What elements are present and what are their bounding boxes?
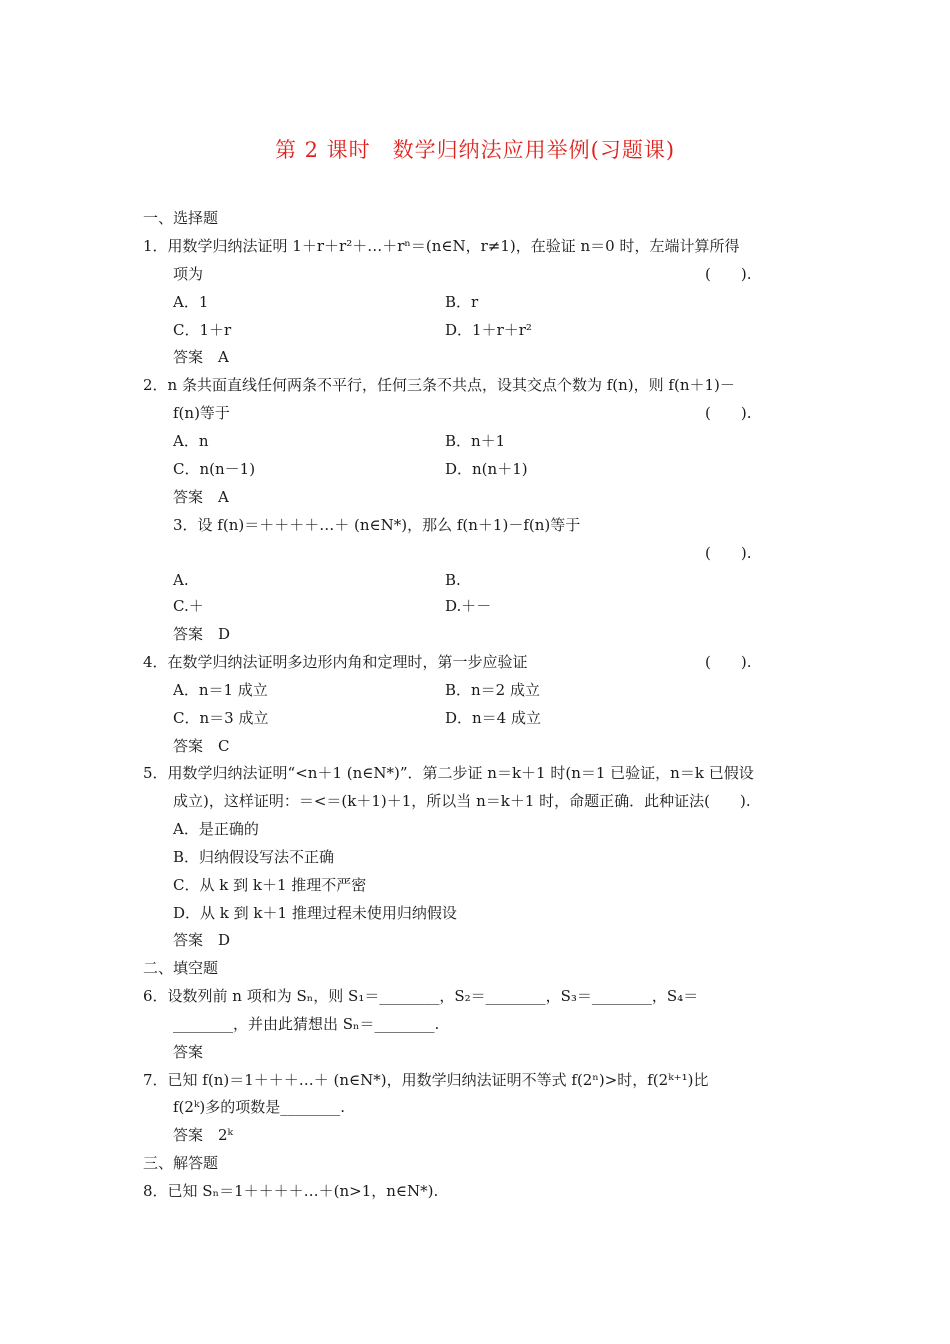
question-3-option-c: C.＋ [173, 597, 204, 615]
question-5-text: 5．用数学归纳法证明“<n＋1 (n∈N*)”．第二步证 n＝k＋1 时(n＝1 已验证，n＝k 已假设 [143, 764, 754, 782]
question-4-option-a: A．n＝1 成立 [173, 681, 268, 699]
section-heading-solve: 三、解答题 [143, 1154, 219, 1172]
question-5-option-c: C．从 k 到 k＋1 推理不严密 [173, 876, 367, 894]
question-5-answer: 答案 D [173, 931, 231, 949]
section-heading-fill: 二、填空题 [143, 959, 219, 977]
question-3-option-d: D.＋－ [445, 597, 492, 615]
question-2-text: 2．n 条共面直线任何两条不平行，任何三条不共点，设其交点个数为 f(n)，则 f(n＋1)－ [143, 376, 735, 394]
question-7-text-cont: f(2ᵏ)多的项数是________. [173, 1098, 346, 1116]
question-4-option-d: D．n＝4 成立 [445, 709, 541, 727]
question-2-option-b: B．n＋1 [445, 432, 506, 450]
question-7-answer: 答案 2ᵏ [173, 1126, 234, 1144]
question-4-option-b: B．n＝2 成立 [445, 681, 540, 699]
question-6-text-cont: ________，并由此猜想出 Sₙ＝________. [173, 1015, 440, 1033]
question-1-answer: 答案 A [173, 348, 229, 366]
question-1-text: 1．用数学归纳法证明 1＋r＋r²＋…＋rⁿ＝(n∈N，r≠1)，在验证 n＝0 时，左端计算所得 [143, 237, 740, 255]
question-5-text-cont: 成立)，这样证明：＝<＝(k＋1)＋1，所以当 n＝k＋1 时，命题正确．此种证法( ). [173, 792, 751, 810]
question-4-answer: 答案 C [173, 737, 230, 755]
question-6-answer: 答案 [173, 1043, 204, 1061]
question-2-option-c: C．n(n－1) [173, 460, 256, 478]
question-5-option-b: B．归纳假设写法不正确 [173, 848, 335, 866]
question-4-option-c: C．n＝3 成立 [173, 709, 269, 727]
page-title: 第 2 课时 数学归纳法应用举例(习题课) [274, 138, 676, 162]
question-6-text: 6．设数列前 n 项和为 Sₙ，则 S₁＝________，S₂＝________，S₃＝________，S₄＝ [143, 987, 699, 1005]
answer-bracket: ( ). [705, 544, 752, 562]
question-1-option-c: C．1＋r [173, 321, 232, 339]
question-8-text: 8．已知 Sₙ＝1＋＋＋＋…＋(n>1，n∈N*). [143, 1182, 439, 1200]
question-2-option-a: A．n [173, 432, 209, 450]
question-2-answer: 答案 A [173, 488, 229, 506]
question-1-option-b: B．r [445, 293, 479, 311]
question-2-option-d: D．n(n＋1) [445, 460, 528, 478]
question-5-option-d: D．从 k 到 k＋1 推理过程未使用归纳假设 [173, 904, 457, 922]
question-2-text-cont: f(n)等于 [173, 404, 230, 422]
answer-bracket: ( ). [705, 404, 752, 422]
question-1-option-d: D．1＋r＋r² [445, 321, 532, 339]
question-5-option-a: A．是正确的 [173, 820, 259, 838]
section-heading-choice: 一、选择题 [143, 209, 219, 227]
question-3-answer: 答案 D [173, 625, 231, 643]
question-1-text-cont: 项为 [173, 265, 204, 283]
question-4-text: 4．在数学归纳法证明多边形内角和定理时，第一步应验证 [143, 653, 528, 671]
question-3-option-b: B. [445, 571, 461, 589]
answer-bracket: ( ). [705, 265, 752, 283]
question-7-text: 7．已知 f(n)＝1＋＋＋…＋ (n∈N*)，用数学归纳法证明不等式 f(2ⁿ)>时，f(2ᵏ⁺¹)比 [143, 1071, 709, 1089]
question-3-text: 3．设 f(n)＝＋＋＋＋…＋ (n∈N*)，那么 f(n＋1)－f(n)等于 [173, 516, 581, 534]
question-1-option-a: A．1 [173, 293, 209, 311]
answer-bracket: ( ). [705, 653, 752, 671]
question-3-option-a: A. [173, 571, 189, 589]
